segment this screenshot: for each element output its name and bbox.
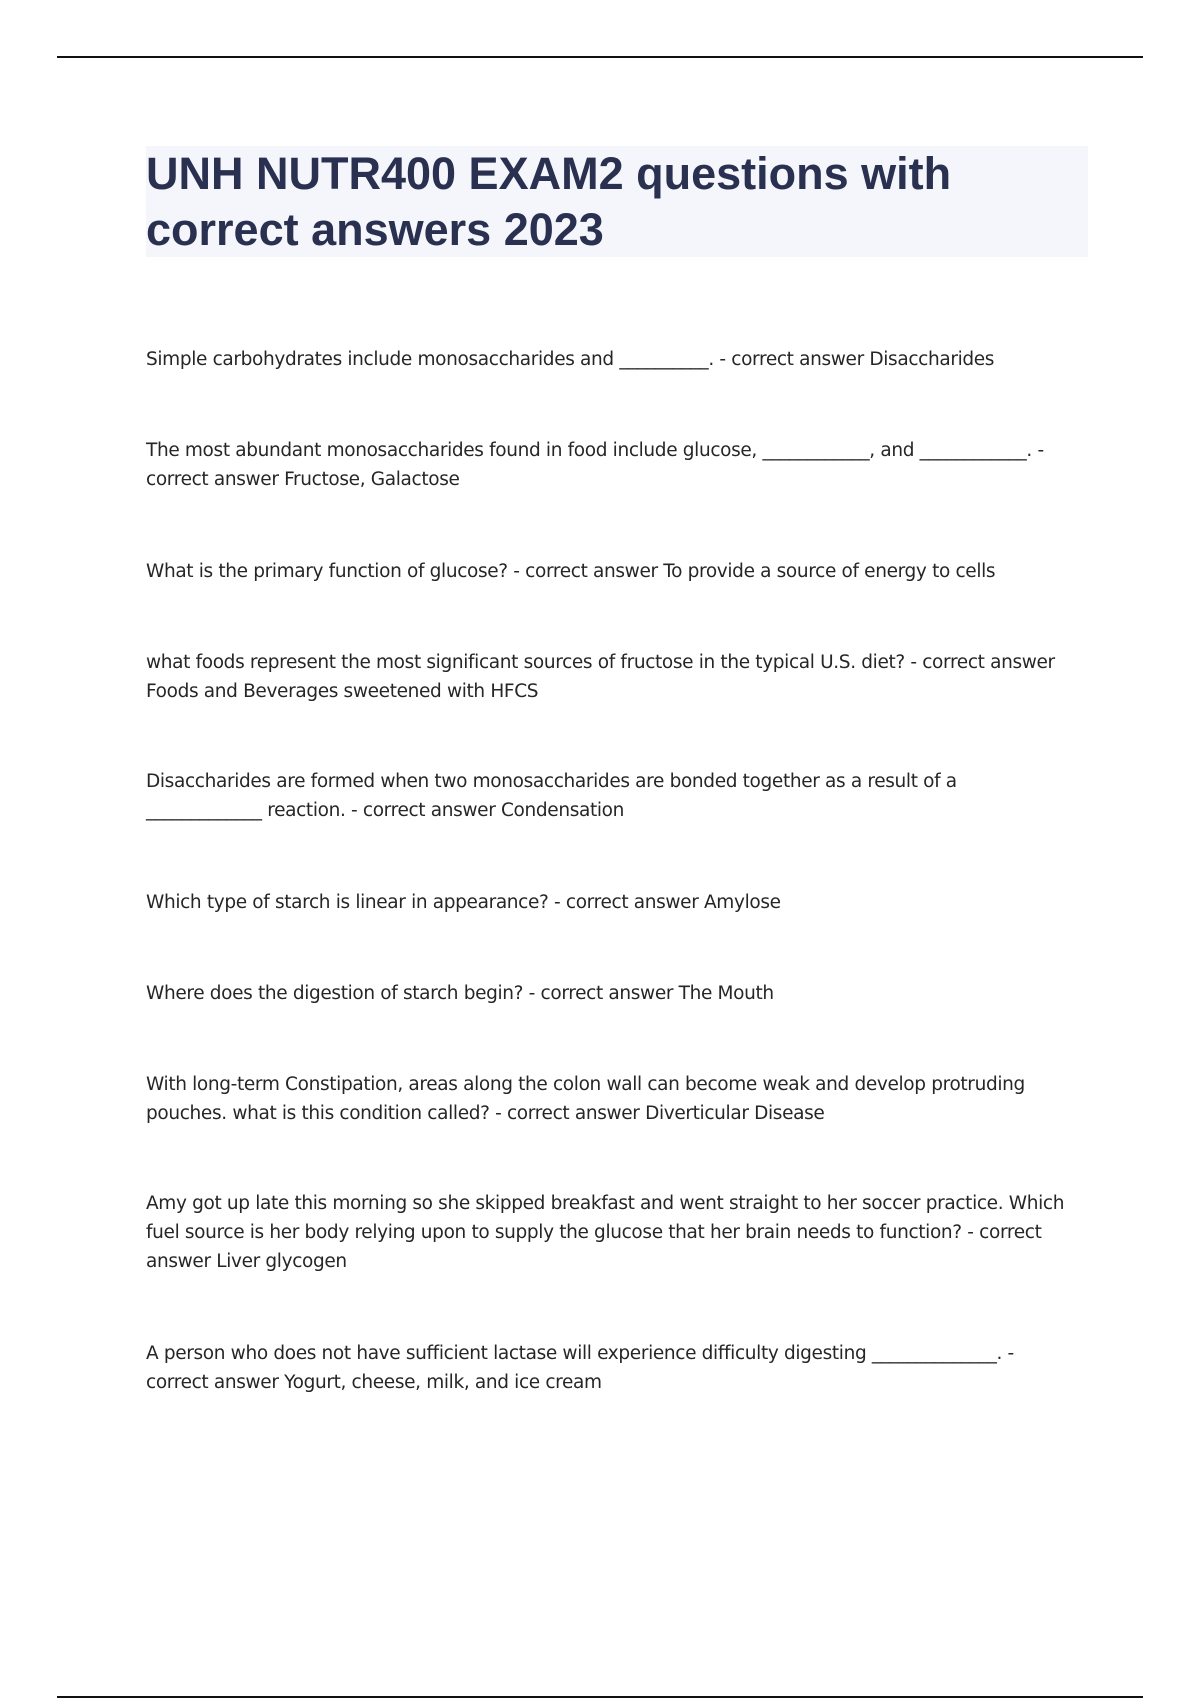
qa-item-7: [146, 979, 774, 1008]
qa-item-1: [146, 345, 994, 374]
qa-line: pouches. what is this condition called? - correct answer Diverticular Disease: [146, 1103, 825, 1124]
page-title: [146, 146, 1088, 258]
title-banner: [146, 146, 1088, 257]
qa-item-6: [146, 888, 781, 917]
qa-line: Simple carbohydrates include monosaccharides and __________. - correct answer Disaccharides: [146, 349, 995, 370]
qa-line: correct answer Fructose, Galactose: [146, 469, 460, 490]
title-line-1: UNH NUTR400 EXAM2 questions with: [146, 148, 952, 199]
qa-line: A person who does not have sufficient lactase will experience difficulty digesting ______________. -: [146, 1343, 1014, 1364]
qa-item-8: [146, 1070, 1025, 1128]
qa-line: what foods represent the most significant sources of fructose in the typical U.S. diet? - correct answer: [146, 652, 1055, 673]
qa-item-4: [146, 648, 1055, 706]
title-line-2: correct answers 2023: [146, 204, 604, 255]
qa-line: What is the primary function of glucose? - correct answer To provide a source of energy to cells: [146, 561, 996, 582]
qa-item-3: [146, 557, 995, 586]
qa-line: With long-term Constipation, areas along the colon wall can become weak and develop protruding: [146, 1074, 1025, 1095]
qa-line: The most abundant monosaccharides found in food include glucose, ____________, and ____________. -: [146, 440, 1044, 461]
qa-item-9: [146, 1189, 1064, 1276]
qa-line: Foods and Beverages sweetened with HFCS: [146, 681, 539, 702]
qa-line: Amy got up late this morning so she skipped breakfast and went straight to her soccer practice. Which: [146, 1193, 1065, 1214]
qa-line: correct answer Yogurt, cheese, milk, and ice cream: [146, 1372, 602, 1393]
top-divider: [57, 56, 1143, 58]
qa-item-2: [146, 436, 1044, 494]
qa-item-10: [146, 1339, 1014, 1397]
qa-line: fuel source is her body relying upon to supply the glucose that her brain needs to function? - correct: [146, 1222, 1042, 1243]
qa-line: Disaccharides are formed when two monosaccharides are bonded together as a result of a: [146, 771, 957, 792]
qa-line: Which type of starch is linear in appearance? - correct answer Amylose: [146, 892, 781, 913]
qa-item-5: [146, 767, 957, 825]
qa-line: _____________ reaction. - correct answer Condensation: [146, 800, 625, 821]
qa-line: answer Liver glycogen: [146, 1251, 347, 1272]
qa-line: Where does the digestion of starch begin? - correct answer The Mouth: [146, 983, 774, 1004]
bottom-divider: [57, 1696, 1143, 1698]
